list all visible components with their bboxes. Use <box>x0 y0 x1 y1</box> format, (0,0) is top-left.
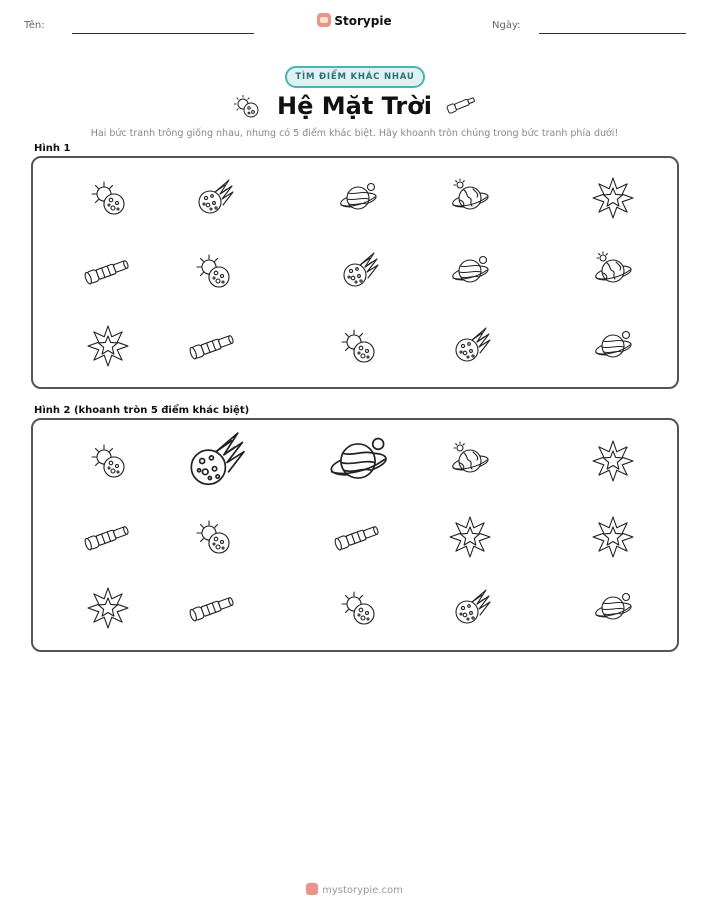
picture-1-panel[interactable] <box>31 156 679 389</box>
picture-2-telescope-icon[interactable] <box>189 595 235 621</box>
worksheet-type-badge: TÌM ĐIỂM KHÁC NHAU <box>285 66 425 88</box>
footer <box>0 883 709 896</box>
picture-2-saturn-icon[interactable] <box>329 439 387 479</box>
picture-1-saturn-icon[interactable] <box>452 257 490 283</box>
picture-2-sun-moon-icon[interactable] <box>197 521 229 553</box>
picture-2-panel[interactable] <box>31 418 679 652</box>
date-label: Ngày: <box>492 20 521 31</box>
picture-1-earth-icon[interactable] <box>595 252 633 283</box>
date-line[interactable] <box>539 33 686 34</box>
picture-1-sun-moon-icon[interactable] <box>197 255 229 287</box>
name-label: Tên: <box>24 20 45 31</box>
picture-2-star-icon[interactable] <box>88 588 128 628</box>
storypie-logo-icon <box>306 883 318 895</box>
picture-1-star-icon[interactable] <box>593 178 633 218</box>
picture-2-label: Hình 2 (khoanh tròn 5 điểm khác biệt) <box>34 405 250 416</box>
footer-site: mystorypie.com <box>322 885 403 896</box>
picture-1-comet-icon[interactable] <box>199 180 233 213</box>
picture-2-star-icon[interactable] <box>450 517 490 557</box>
picture-2-earth-icon[interactable] <box>452 442 490 473</box>
picture-2-saturn-icon[interactable] <box>595 594 633 620</box>
picture-1-saturn-icon[interactable] <box>595 332 633 358</box>
picture-2-comet-icon[interactable] <box>456 590 490 623</box>
storypie-logo-icon <box>317 13 331 27</box>
brand-name: Storypie <box>334 14 392 28</box>
picture-1-telescope-icon[interactable] <box>189 333 235 359</box>
picture-1-star-icon[interactable] <box>88 326 128 366</box>
instructions: Hai bức tranh trông giống nhau, nhưng có 5 điểm khác biệt. Hãy khoanh tròn chúng trong bức tranh phía dưới! <box>90 128 619 139</box>
picture-2-telescope-icon[interactable] <box>334 524 380 550</box>
brand-logo <box>0 13 709 28</box>
name-line[interactable] <box>72 33 254 34</box>
picture-2-telescope-icon[interactable] <box>84 524 130 550</box>
picture-2-comet-icon[interactable] <box>191 433 244 484</box>
picture-1-sun-moon-icon[interactable] <box>92 182 124 214</box>
picture-2-star-icon[interactable] <box>593 517 633 557</box>
picture-1-comet-icon[interactable] <box>344 253 378 286</box>
picture-2-sun-moon-icon[interactable] <box>92 445 124 477</box>
picture-2-canvas[interactable] <box>33 420 681 654</box>
picture-1-comet-icon[interactable] <box>456 328 490 361</box>
picture-2-sun-moon-icon[interactable] <box>342 592 374 624</box>
picture-1-label: Hình 1 <box>34 143 71 154</box>
picture-1-telescope-icon[interactable] <box>84 258 130 284</box>
page-title: Hệ Mặt Trời <box>277 92 432 120</box>
picture-1-saturn-icon[interactable] <box>340 184 378 210</box>
telescope-icon <box>445 96 479 116</box>
picture-2-star-icon[interactable] <box>593 441 633 481</box>
picture-1-earth-icon[interactable] <box>452 179 490 210</box>
picture-1-canvas[interactable] <box>33 158 681 391</box>
picture-1-sun-moon-icon[interactable] <box>342 330 374 362</box>
